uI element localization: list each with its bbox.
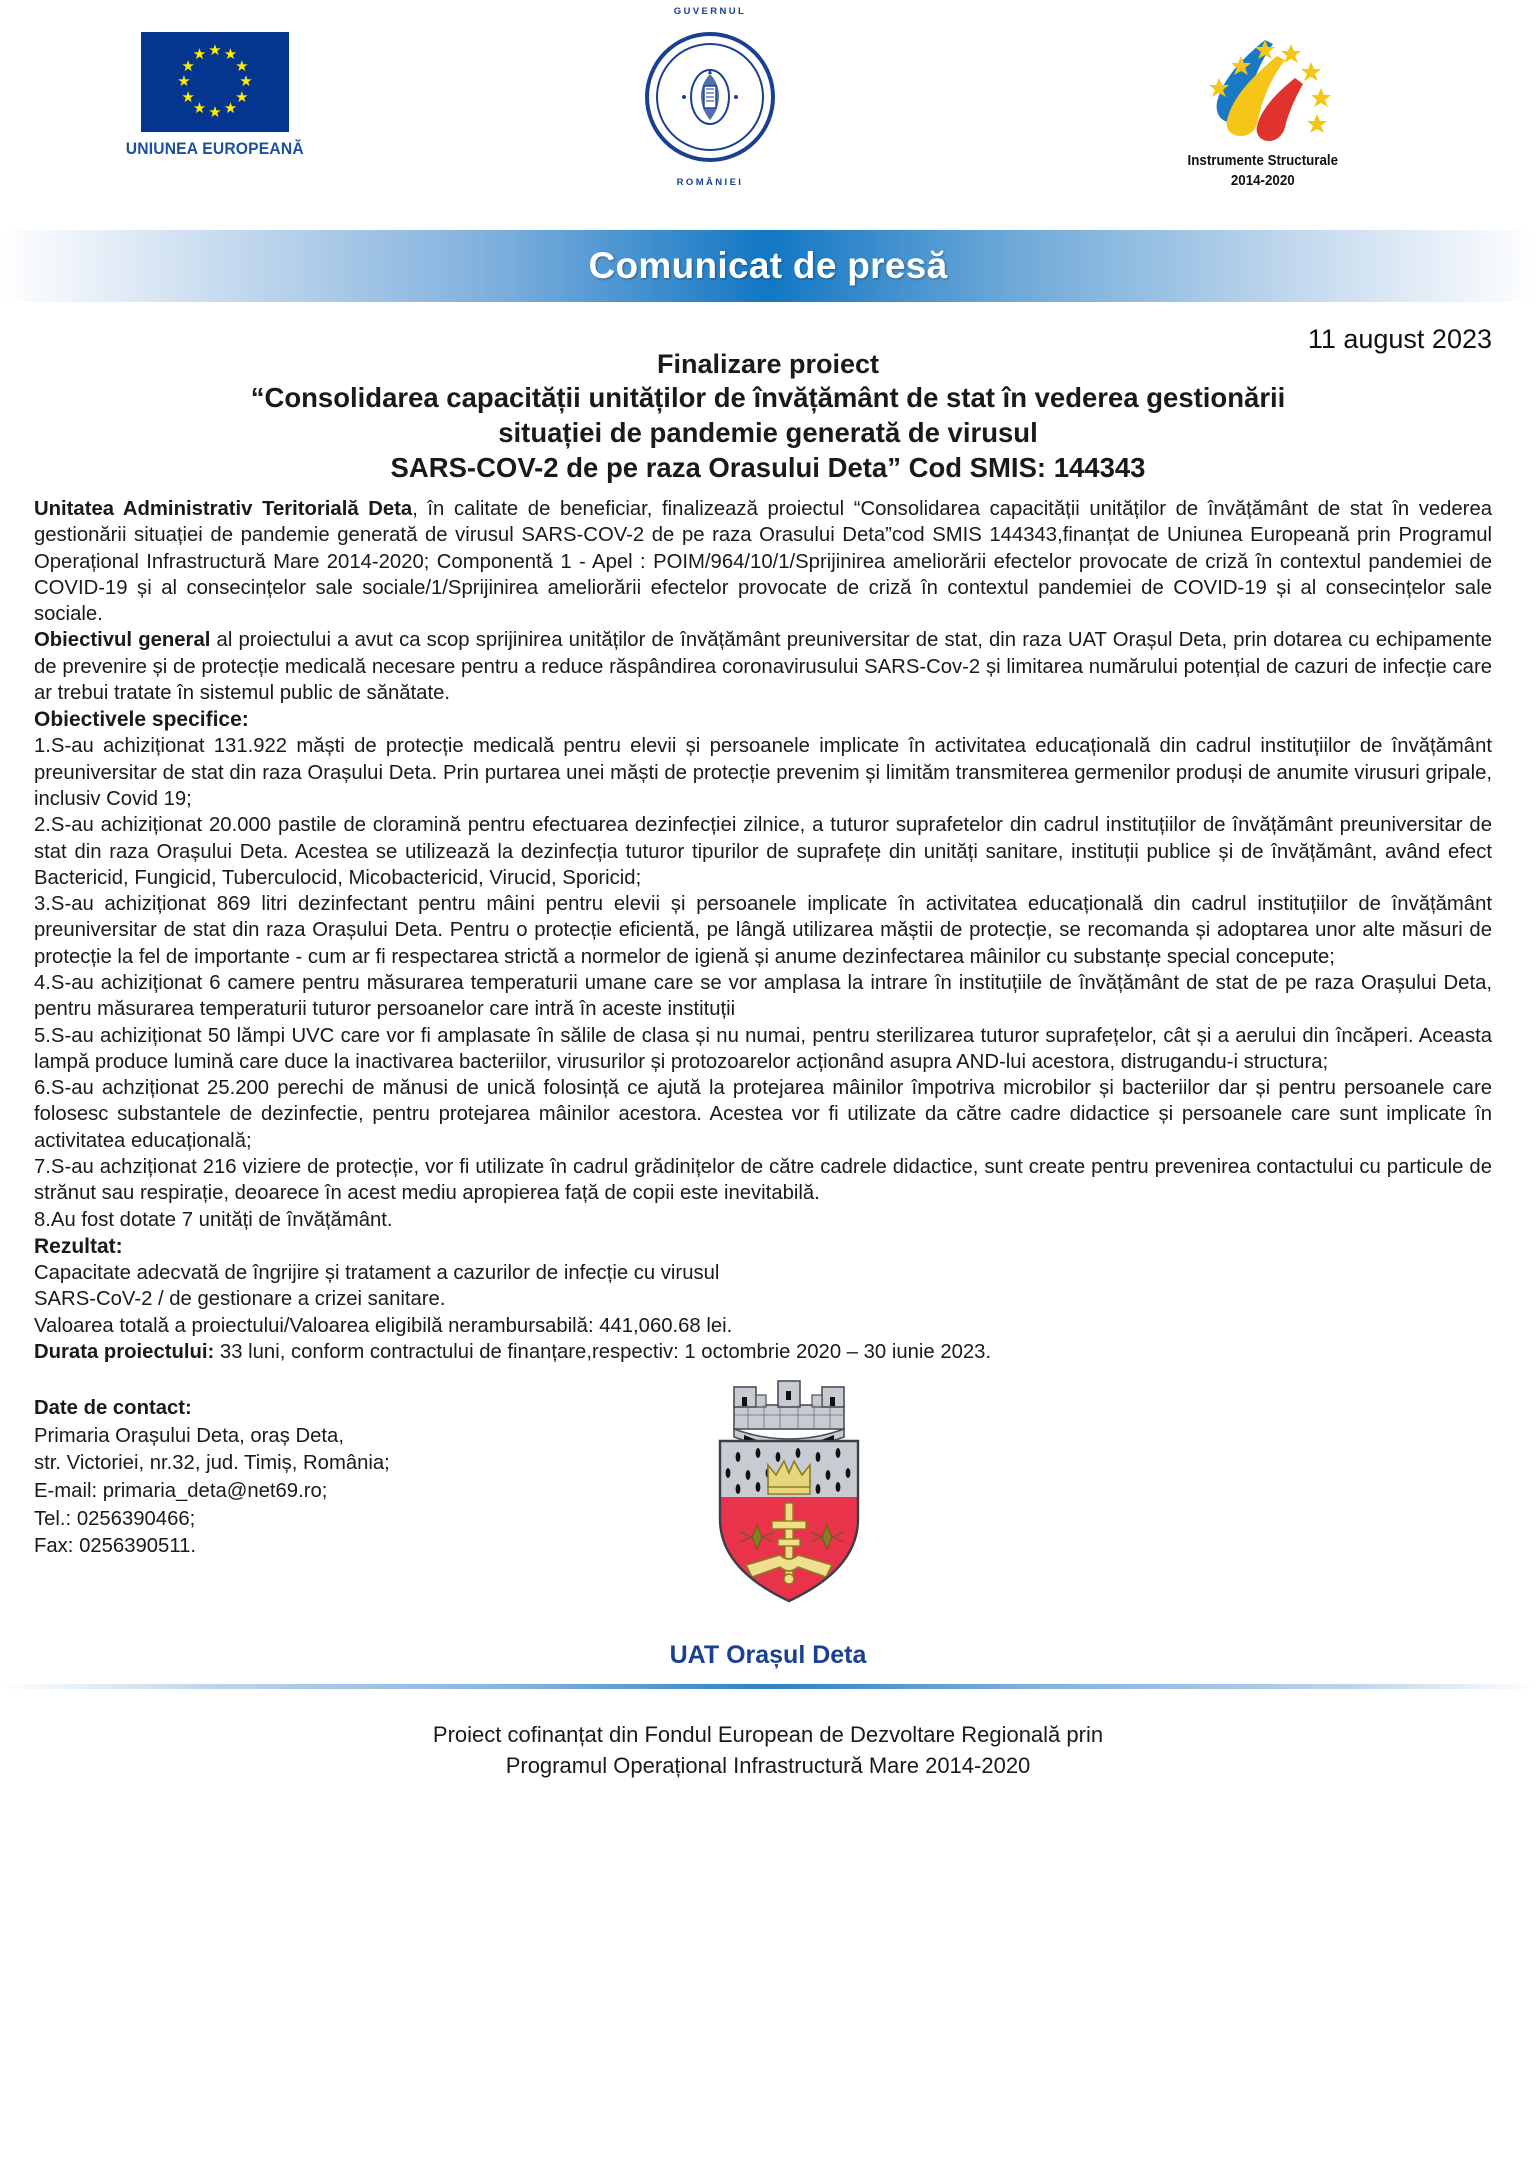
result-line-2: SARS-CoV-2 / de gestionare a crizei sanitare.: [34, 1288, 446, 1311]
project-title-line2: “Consolidarea capacității unităților de învățământ de stat în vederea gestionării: [250, 382, 1286, 414]
intro-beneficiary-name: Unitatea Administrativ Teritorială Deta: [34, 498, 413, 521]
objective-item: 8.Au fost dotate 7 unități de învățământ.: [34, 1208, 393, 1231]
project-duration-label: Durata proiectului:: [34, 1340, 215, 1363]
eu-logo-caption: UNIUNEA EUROPEANĂ: [125, 139, 305, 158]
eu-star-icon: ★: [239, 73, 253, 90]
footer-note-line1: Proiect cofinanțat din Fondul European de Dezvoltare Regională prin: [432, 1722, 1104, 1748]
objective-item: 6.S-au achziționat 25.200 perechi de mănusi de unică folosință ce ajută la protejarea mâinilor împotriva microbilor și bacteriilor dar și pentru persoanele care folosesc substantele de dezinfectie, pentru protejarea mâinilor acestora. Acestea vor fi utilizate da către cadre didactice și persoanele care sunt implicate în activitatea educațională;: [34, 1077, 1492, 1152]
structural-instruments-caption: [1188, 152, 1338, 191]
eu-star-icon: ★: [223, 46, 238, 64]
government-logo: [430, 6, 990, 188]
general-objective-text: al proiectului a avut ca scop sprijinirea unităților de învățământ preuniversitar de stat, din raza UAT Orașul Deta, prin dotarea cu echipamente de prevenire și de protecție medicală necesare pentru a reduce răspândirea coronavirusului SARS-Cov-2 și limitarea numărului potențial de cazuri de infecție care ar trebui tratate în sistemul public de sănătate.: [34, 629, 1492, 705]
intro-paragraph-text: , în calitate de beneficiar, finalizează proiectul “Consolidarea capacității unităților de învățământ de stat în vederea gestionării situației de pandemie generată de virusul SARS-COV-2 de pe raza Orasului Deta”cod SMIS 144343,finanțat de Uniunea Europeană prin Programul Operațional Infrastructură Mare 2014-2020; Componentă 1 - Apel : POIM/964/10/1/Sprijinirea ameliorării efectelor provocate de criză în contextul pandemiei de COVID-19 și al consecințelor sale sociale/1/Sprijinirea ameliorării efectelor provocate de criză în contextul pandemiei de COVID-19 și al consecințelor sale sociale.: [34, 498, 1492, 626]
eu-star-icon: ★: [208, 42, 222, 59]
contact-address-line: str. Victoriei, nr.32, jud. Timiș, România;: [34, 1452, 390, 1475]
eu-star-icon: ★: [208, 104, 222, 121]
eu-star-icon: ★: [223, 99, 238, 117]
structural-instruments-caption-line2: 2014-2020: [1231, 172, 1295, 189]
uat-signature: UAT Orașul Deta: [669, 1641, 867, 1670]
result-line-1: Capacitate adecvată de îngrijire și tratament a cazurilor de infecție cu virusul: [34, 1262, 720, 1285]
eu-star-icon: ★: [181, 88, 195, 106]
eu-star-icon: ★: [235, 57, 249, 75]
contact-fax-line: Fax: 0256390511.: [34, 1535, 197, 1558]
project-value-line: Valoarea totală a proiectului/Valoarea eligibilă nerambursabilă: 441,060.68 lei.: [34, 1314, 733, 1337]
objective-item: 2.S-au achiziționat 20.000 pastile de cloramină pentru efectuarea dezinfecției zilnice, a tuturor suprafetelor din cadrul instituțiilor de învățământ preuniversitar de stat din raza Orașului Deta. Acestea se utilizează la dezinfecția tuturor tipurilor de suprafețe din unități sanitare, instituții publice și de învățământ, având efect Bactericid, Fungicid, Tuberculocid, Micobactericid, Virucid, Sporicid;: [34, 814, 1492, 889]
logo-strip: [0, 0, 1536, 230]
general-objective-paragraph: [34, 627, 1492, 706]
eu-star-icon: ★: [181, 57, 195, 75]
project-title-line4: SARS-COV-2 de pe raza Orasului Deta” Cod SMIS: 144343: [390, 452, 1146, 484]
body-content: [0, 486, 1536, 1365]
footer-note-line2: Programul Operațional Infrastructură Mare 2014-2020: [505, 1753, 1031, 1779]
project-title-line1: Finalizare proiect: [656, 349, 880, 379]
eu-flag-icon: [141, 32, 289, 132]
eu-star-icon: ★: [192, 99, 207, 117]
objective-item: 7.S-au achziționat 216 viziere de protecție, vor fi utilizate în cadrul grădinițelor de către cadrele didactice, sunt create pentru prevenirea contactului cu particule de strănut sau respirație, deoarece în acest mediu apropierea față de copii este inevitabilă.: [34, 1155, 1492, 1205]
contact-email-line[interactable]: E-mail: primaria_deta@net69.ro;: [34, 1479, 328, 1502]
result-heading: Rezultat:: [34, 1234, 123, 1258]
objective-item: 5.S-au achiziționat 50 lămpi UVC care vor fi amplasate în sălile de clasa și nu numai, pentru sterilizarea tuturor suprafețelor, cât și a aerului din încăperi. Aceasta lampă produce lumină care duce la inactivarea bacteriilor, virusurilor și protozoarelor acționând asupra AND-lui acestora, distrugandu-i structura;: [34, 1024, 1492, 1073]
project-title: [0, 347, 1536, 486]
project-duration-paragraph: [34, 1339, 1492, 1365]
eu-star-icon: ★: [235, 88, 249, 106]
contact-address-line: Primaria Orașului Deta, oraș Deta,: [34, 1424, 344, 1447]
deta-coat-of-arms-icon: [680, 1369, 898, 1609]
objective-item: 4.S-au achiziționat 6 camere pentru măsurarea temperaturii umane care se vor amplasa la intrare în instituțiile de învățământ de stat de pe raza Orașului Deta, pentru măsurarea temperaturii tuturor persoanelor care intră în aceste instituții: [34, 972, 1492, 1021]
intro-paragraph: [34, 496, 1492, 627]
contact-section: [0, 1365, 1536, 1631]
seal-eagle-icon: [671, 58, 749, 136]
press-release-banner: [0, 230, 1536, 302]
eu-star-icon: ★: [192, 46, 207, 64]
structural-instruments-logo: [990, 32, 1536, 191]
footer-note: [0, 1689, 1536, 1781]
eu-star-icon: ★: [177, 73, 191, 90]
seal-arc-bottom-label: ROMÂNIEI: [676, 177, 744, 188]
project-duration-text: 33 luni, conform contractului de finanțare,respectiv: 1 octombrie 2020 – 30 iunie 2023.: [214, 1340, 992, 1363]
objective-item: 3.S-au achiziționat 869 litri dezinfectant pentru mâini pentru elevii și persoanele implicate în activitatea educațională din cadrul instituțiilor de învățământ preuniversitar de stat din raza Orașului Deta. Pentru o protecție eficientă, pe lângă utilizarea măștii de protecție, se recomanda și adoptarea unor alte măsuri de protecție la fel de importante - cum ar fi respectarea strictă a normelor de igienă și anume dezinfectarea mâinilor cu substanțe special concepute;: [34, 893, 1492, 968]
romanian-government-seal-icon: [645, 6, 775, 188]
structural-instruments-logo-icon: [1173, 32, 1353, 144]
structural-instruments-caption-line1: Instrumente Structurale: [1187, 153, 1339, 169]
release-date: 11 august 2023: [1307, 324, 1492, 354]
objective-item: 1.S-au achiziționat 131.922 măști de protecție medicală pentru elevii și persoanele implicate în activitatea educațională din cadrul instituțiilor de învățământ preuniversitar de stat din raza Orașului Deta. Prin purtarea unei măști de protecție prevenim și limităm transmiterea germenilor produși de anumite virusuri gripale, inclusiv Covid 19;: [34, 735, 1492, 811]
seal-arc-top-label: GUVERNUL: [673, 6, 747, 17]
eu-logo: [0, 32, 430, 159]
general-objective-label: Obiectivul general: [34, 629, 211, 652]
project-title-line3: situației de pandemie generată de virusul: [498, 417, 1038, 449]
banner-title: Comunicat de presă: [588, 245, 948, 286]
specific-objectives-heading: Obiectivele specifice:: [34, 708, 249, 732]
contact-heading: Date de contact:: [34, 1397, 192, 1420]
contact-phone-line: Tel.: 0256390466;: [34, 1507, 196, 1530]
